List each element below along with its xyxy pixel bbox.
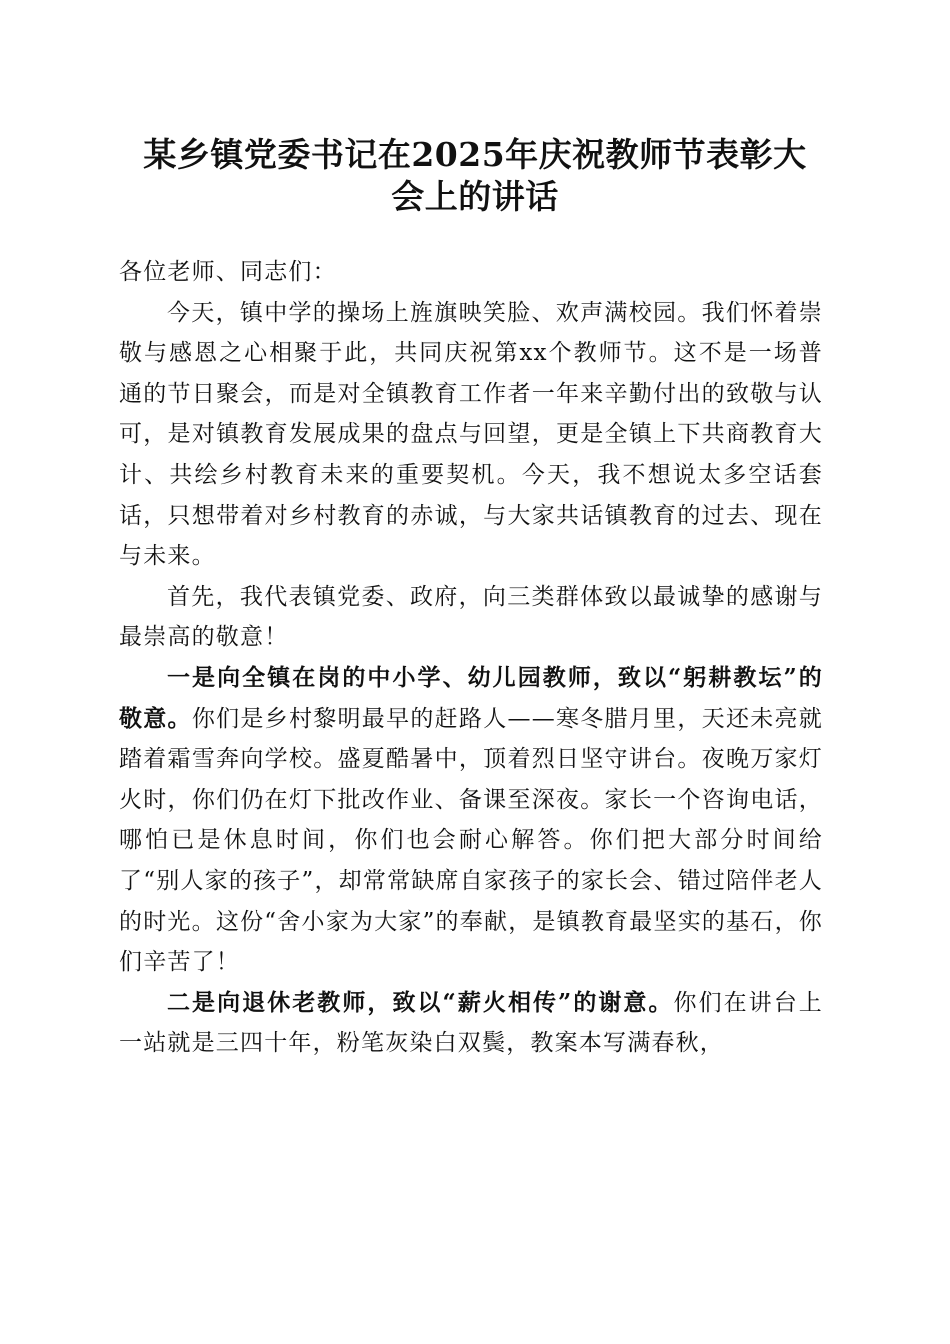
document-title [120,134,830,218]
paragraph-thanks: 首先，我代表镇党委、政府，向三类群体致以最诚挚的感谢与最崇高的敬意！ [119,583,823,651]
title-line-1: 某乡镇党委书记在2025年庆祝教师节表彰大 [143,135,807,174]
title-line-2: 会上的讲话 [391,177,559,216]
paragraph-first-group [119,658,823,983]
paragraph-first-group-text: 你们是乡村黎明最早的赶路人——寒冬腊月里，天还未亮就踏着霜雪奔向学校。盛夏酷暑中，顶着烈日坚守讲台。夜晚万家灯火时，你们仍在灯下批改作业、备课至深夜。家长一个咨询电话，哪怕已是休息时间，你们也会耐心解答。你们把大部分时间给了“别人家的孩子”，却常常缺席自家孩子的家长会、错过陪伴老人的时光。这份“舍小家为大家”的奉献，是镇教育最坚实的基石，你们辛苦了！ [119,705,823,976]
paragraph-second-group-lead: 二是向退休老教师，致以“薪火相传”的谢意。 [167,988,674,1016]
paragraph-opening: 今天，镇中学的操场上旌旗映笑脸、欢声满校园。我们怀着崇敬与感恩之心相聚于此，共同庆祝第xx个教师节。这不是一场普通的节日聚会，而是对全镇教育工作者一年来辛勤付出的致敬与认可，是对镇教育发展成果的盘点与回望，更是全镇上下共商教育大计、共绘乡村教育未来的重要契机。今天，我不想说太多空话套话，只想带着对乡村教育的赤诚，与大家共话镇教育的过去、现在与未来。 [119,299,823,570]
paragraph-second-group [119,983,823,1064]
paragraph-second-group-text: 你们在讲台上一站就是三四十年，粉笔灰染白双鬓，教案本写满春秋， [119,989,823,1057]
paragraph-first-group-lead: 一是向全镇在岗的中小学、幼儿园教师，致以“躬耕教坛”的敬意。 [119,663,823,732]
document-body [119,252,823,1064]
salutation: 各位老师、同志们： [119,259,337,285]
